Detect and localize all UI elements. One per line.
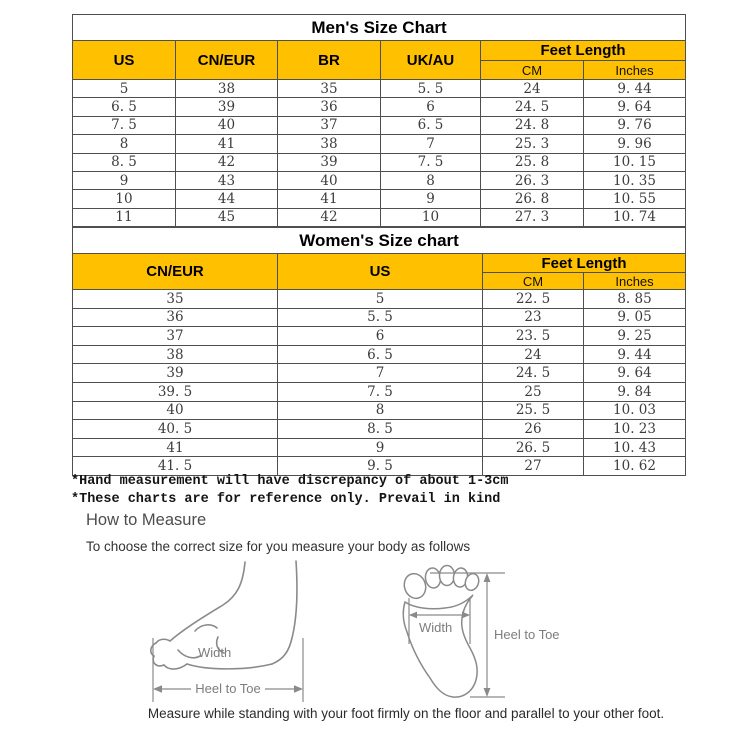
foot-side-view-diagram	[145, 558, 313, 706]
table-cell: 36	[278, 98, 381, 116]
table-cell: 9. 44	[584, 345, 686, 364]
table-cell: 41	[278, 190, 381, 208]
table-cell: 9. 64	[584, 364, 686, 383]
table-cell: 27. 3	[481, 208, 584, 226]
table-cell: 42	[176, 153, 278, 171]
table-cell: 11	[73, 208, 176, 226]
table-cell: 8	[73, 135, 176, 153]
table-cell: 10. 74	[584, 208, 686, 226]
table-cell: 26. 5	[483, 438, 584, 457]
table-row	[73, 420, 686, 439]
table-cell: 9. 44	[584, 80, 686, 98]
footnote-line: *These charts are for reference only. Prevail in kind	[71, 491, 501, 507]
table-cell: 9	[381, 190, 481, 208]
col-header-us: US	[278, 254, 483, 290]
table-row	[73, 171, 686, 189]
col-header-feet-length: Feet Length	[483, 254, 686, 273]
table-cell: 7. 5	[278, 382, 483, 401]
table-cell: 39. 5	[73, 382, 278, 401]
side-view-width-label: Width	[198, 645, 232, 660]
table-cell: 24. 8	[481, 116, 584, 134]
table-row	[73, 308, 686, 327]
table-cell: 10. 62	[584, 457, 686, 476]
table-cell: 42	[278, 208, 381, 226]
womens-chart-header-row	[73, 254, 686, 273]
table-row	[73, 327, 686, 346]
table-cell: 37	[73, 327, 278, 346]
measure-caption: Measure while standing with your foot firmly on the floor and parallel to your other foot.	[147, 706, 665, 721]
table-row	[73, 190, 686, 208]
table-cell: 7. 5	[73, 116, 176, 134]
table-cell: 9. 25	[584, 327, 686, 346]
table-cell: 10	[73, 190, 176, 208]
table-cell: 10. 15	[584, 153, 686, 171]
table-cell: 36	[73, 308, 278, 327]
table-cell: 6. 5	[278, 345, 483, 364]
table-cell: 23	[483, 308, 584, 327]
table-cell: 10. 23	[584, 420, 686, 439]
table-cell: 40. 5	[73, 420, 278, 439]
table-row	[73, 382, 686, 401]
table-row	[73, 290, 686, 309]
table-cell: 9. 84	[584, 382, 686, 401]
table-cell: 7	[381, 135, 481, 153]
table-cell: 24. 5	[483, 364, 584, 383]
table-cell: 38	[278, 135, 381, 153]
table-row	[73, 345, 686, 364]
table-cell: 8	[381, 171, 481, 189]
table-cell: 23. 5	[483, 327, 584, 346]
table-cell: 5	[73, 80, 176, 98]
table-cell: 8. 5	[73, 153, 176, 171]
foot-top-view-diagram	[388, 558, 618, 706]
table-cell: 10	[381, 208, 481, 226]
table-cell: 6	[381, 98, 481, 116]
table-row	[73, 80, 686, 98]
table-cell: 25	[483, 382, 584, 401]
table-row	[73, 208, 686, 226]
table-row	[73, 98, 686, 116]
table-cell: 44	[176, 190, 278, 208]
table-cell: 25. 8	[481, 153, 584, 171]
mens-chart-body	[73, 80, 686, 227]
table-cell: 22. 5	[483, 290, 584, 309]
table-cell: 35	[73, 290, 278, 309]
table-cell: 7. 5	[381, 153, 481, 171]
womens-size-chart-table	[72, 227, 686, 476]
how-to-measure-subtitle: To choose the correct size for you measure your body as follows	[86, 539, 471, 554]
table-cell: 9. 05	[584, 308, 686, 327]
table-cell: 38	[73, 345, 278, 364]
table-cell: 41. 5	[73, 457, 278, 476]
mens-chart-title: Men's Size Chart	[73, 15, 686, 41]
table-cell: 9. 76	[584, 116, 686, 134]
col-header-us: US	[73, 41, 176, 80]
table-cell: 24	[481, 80, 584, 98]
col-header-cn-eur: CN/EUR	[73, 254, 278, 290]
table-cell: 26. 3	[481, 171, 584, 189]
table-cell: 8	[278, 401, 483, 420]
col-header-inches: Inches	[584, 273, 686, 290]
table-cell: 40	[176, 116, 278, 134]
footnotes	[71, 473, 508, 508]
table-cell: 41	[176, 135, 278, 153]
table-row	[73, 364, 686, 383]
col-header-inches: Inches	[584, 61, 686, 80]
table-cell: 39	[278, 153, 381, 171]
table-cell: 26	[483, 420, 584, 439]
table-cell: 26. 8	[481, 190, 584, 208]
col-header-cn-eur: CN/EUR	[176, 41, 278, 80]
table-cell: 10. 35	[584, 171, 686, 189]
womens-chart-title: Women's Size chart	[73, 228, 686, 254]
table-row	[73, 153, 686, 171]
table-cell: 35	[278, 80, 381, 98]
col-header-cm: CM	[483, 273, 584, 290]
top-view-heel-to-toe-label: Heel to Toe	[494, 627, 560, 642]
table-cell: 7	[278, 364, 483, 383]
table-cell: 25. 3	[481, 135, 584, 153]
table-cell: 25. 5	[483, 401, 584, 420]
col-header-cm: CM	[481, 61, 584, 80]
table-row	[73, 135, 686, 153]
table-cell: 9	[73, 171, 176, 189]
table-cell: 9	[278, 438, 483, 457]
mens-size-chart-table	[72, 14, 686, 227]
table-cell: 6	[278, 327, 483, 346]
col-header-feet-length: Feet Length	[481, 41, 686, 61]
table-row	[73, 401, 686, 420]
table-cell: 8. 85	[584, 290, 686, 309]
table-row	[73, 438, 686, 457]
table-cell: 27	[483, 457, 584, 476]
table-cell: 39	[176, 98, 278, 116]
table-row	[73, 116, 686, 134]
mens-chart-title-row	[73, 15, 686, 41]
table-cell: 24	[483, 345, 584, 364]
table-cell: 10. 03	[584, 401, 686, 420]
top-view-width-label: Width	[419, 620, 453, 635]
table-cell: 9. 64	[584, 98, 686, 116]
table-cell: 8. 5	[278, 420, 483, 439]
table-cell: 9. 5	[278, 457, 483, 476]
table-cell: 10. 55	[584, 190, 686, 208]
womens-chart-body	[73, 290, 686, 476]
table-cell: 45	[176, 208, 278, 226]
table-cell: 5. 5	[381, 80, 481, 98]
mens-chart-header-row	[73, 41, 686, 61]
side-view-heel-to-toe-label: Heel to Toe	[195, 681, 261, 696]
table-cell: 39	[73, 364, 278, 383]
col-header-br: BR	[278, 41, 381, 80]
footnote-line: *Hand measurement will have discrepancy of about 1-3cm	[71, 474, 509, 489]
table-cell: 6. 5	[73, 98, 176, 116]
table-cell: 40	[73, 401, 278, 420]
table-cell: 37	[278, 116, 381, 134]
table-cell: 6. 5	[381, 116, 481, 134]
table-cell: 5. 5	[278, 308, 483, 327]
table-cell: 43	[176, 171, 278, 189]
table-cell: 41	[73, 438, 278, 457]
col-header-uk-au: UK/AU	[381, 41, 481, 80]
table-cell: 9. 96	[584, 135, 686, 153]
womens-chart-title-row	[73, 228, 686, 254]
table-cell: 5	[278, 290, 483, 309]
table-cell: 10. 43	[584, 438, 686, 457]
table-cell: 38	[176, 80, 278, 98]
table-cell: 40	[278, 171, 381, 189]
how-to-measure-heading: How to Measure	[86, 511, 207, 529]
table-cell: 24. 5	[481, 98, 584, 116]
